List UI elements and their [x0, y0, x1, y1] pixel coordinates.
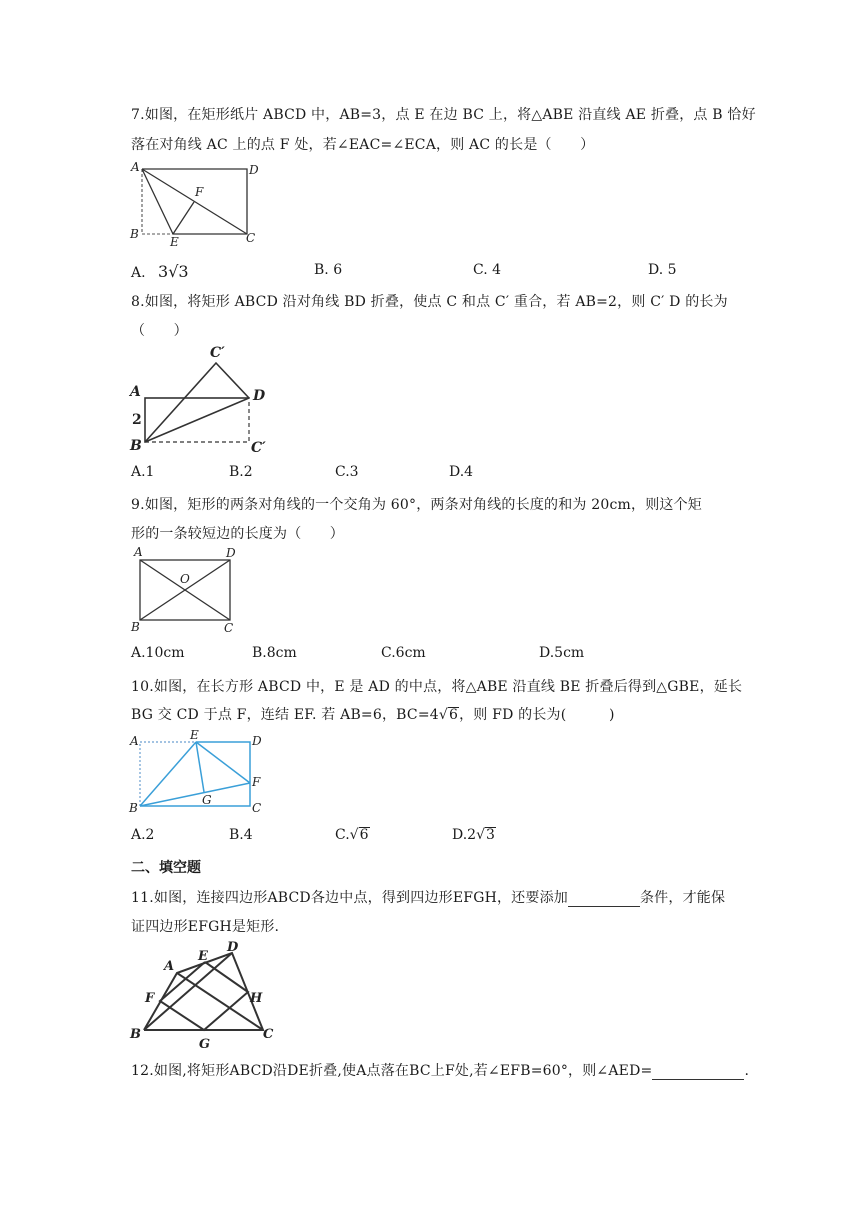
q7-option-b: B. 6 [314, 262, 343, 278]
q12-answer-blank[interactable] [652, 1065, 744, 1080]
q7-label-b: B [130, 227, 139, 241]
q8-label-d: D [253, 388, 266, 404]
q7-option-c: C. 4 [473, 262, 502, 278]
q10-option-c-radicand: 6 [359, 827, 369, 843]
q11-label-h: H [250, 991, 263, 1006]
q11-figure [128, 940, 276, 1050]
q11-answer-blank[interactable] [568, 892, 640, 907]
q7-option-a [131, 262, 189, 281]
q11-text-line2: 证四边形EFGH是矩形. [131, 919, 280, 935]
q8-option-c: C.3 [335, 464, 359, 480]
q11-label-b: B [130, 1027, 141, 1042]
q11-text-line1 [131, 887, 725, 907]
q7-label-e: E [170, 235, 179, 248]
q9-figure [128, 545, 243, 637]
q8-text-line1: 8.如图，将矩形 ABCD 沿对角线 BD 折叠，使点 C 和点 C′ 重合，若 AB=2，则 C′ D 的长为 [131, 294, 728, 310]
q9-label-c: C [224, 621, 234, 635]
q10-text-line2: BG 交 CD 于点 F，连结 EF. 若 AB=6，BC=4√6，则 FD 的长为( ) [131, 707, 615, 723]
q7-label-f: F [195, 185, 204, 199]
q11-line1-post: 条件，才能保 [639, 890, 726, 906]
q10-label-a: A [130, 734, 139, 748]
q9-text-line2: 形的一条较短边的长度为（ ） [131, 526, 344, 542]
q7-option-d: D. 5 [648, 262, 677, 278]
q8-label-2: 2 [132, 412, 142, 428]
q10-option-d: D.2√3 [452, 827, 495, 843]
q7-text-line2: 落在对角线 AC 上的点 F 处，若∠EAC=∠ECA，则 AC 的长是（ ） [131, 137, 595, 153]
q8-label-c-bottom: C′ [251, 440, 266, 455]
q10-line2-post: ，则 FD 的长为( ) [459, 707, 615, 723]
q9-label-o: O [180, 572, 190, 586]
q8-option-b: B.2 [229, 464, 253, 480]
q10-label-e: E [190, 728, 199, 742]
q7-text-line1: 7.如图，在矩形纸片 ABCD 中，AB=3，点 E 在边 BC 上，将△ABE 沿直线 AE 折叠，点 B 恰好 [131, 107, 756, 123]
q10-label-f: F [252, 775, 261, 789]
q7-option-a-prefix: A. [131, 265, 146, 281]
q11-label-d: D [227, 940, 239, 955]
q7-label-a: A [131, 160, 140, 174]
q9-option-c: C.6cm [381, 645, 426, 661]
q8-text-line2: （ ） [131, 323, 188, 339]
q9-label-d: D [226, 546, 236, 560]
q11-label-g: G [199, 1037, 211, 1050]
q9-text-line1: 9.如图，矩形的两条对角线的一个交角为 60°，两条对角线的长度的和为 20cm，则这个矩 [131, 497, 703, 513]
q7-label-c: C [246, 231, 256, 245]
q10-line2-radicand: 6 [449, 707, 459, 723]
q9-option-a: A.10cm [131, 645, 185, 661]
q11-label-a: A [164, 959, 175, 974]
q10-option-a: A.2 [131, 827, 155, 843]
q9-option-d: D.5cm [539, 645, 585, 661]
q10-text-line1: 10.如图，在长方形 ABCD 中，E 是 AD 的中点，将△ABE 沿直线 BE 折叠后得到△GBE，延长 [131, 679, 743, 695]
q8-figure [128, 340, 278, 455]
q10-label-g: G [202, 793, 212, 807]
q12-line1-post: . [744, 1063, 750, 1079]
q7-label-d: D [249, 163, 259, 177]
q12-line1-pre: 12.如图,将矩形ABCD沿DE折叠,使A点落在BC上F处,若∠EFB=60°，则∠AED= [131, 1063, 653, 1079]
q10-label-b: B [129, 801, 138, 815]
section-heading-fill-in: 二、填空题 [131, 860, 201, 876]
q10-figure [128, 728, 278, 818]
q7-figure [128, 158, 263, 248]
q10-label-d: D [252, 734, 262, 748]
q12-text-line1 [131, 1060, 749, 1080]
q8-label-c-top: C′ [210, 345, 225, 361]
q9-label-a: A [134, 545, 143, 559]
q8-label-a: A [130, 384, 141, 400]
q10-option-c: C.√6 [335, 827, 369, 843]
q7-option-a-value: 3√3 [158, 262, 189, 281]
q11-line1-pre: 11.如图，连接四边形ABCD各边中点，得到四边形EFGH，还要添加 [131, 890, 568, 906]
q9-label-b: B [131, 620, 140, 634]
q11-label-e: E [198, 949, 208, 964]
q10-option-b: B.4 [229, 827, 253, 843]
q8-option-a: A.1 [131, 464, 155, 480]
q10-option-d-prefix: D.2 [452, 827, 477, 843]
q11-label-c: C [263, 1027, 274, 1042]
q11-label-f: F [145, 991, 155, 1006]
q8-label-b: B [130, 438, 142, 454]
q8-option-d: D.4 [449, 464, 474, 480]
q10-option-d-radicand: 3 [486, 827, 495, 843]
q10-label-c: C [252, 801, 262, 815]
q10-option-c-prefix: C. [335, 827, 350, 843]
q10-line2-pre: BG 交 CD 于点 F，连结 EF. 若 AB=6，BC=4 [131, 707, 439, 723]
q9-option-b: B.8cm [252, 645, 297, 661]
